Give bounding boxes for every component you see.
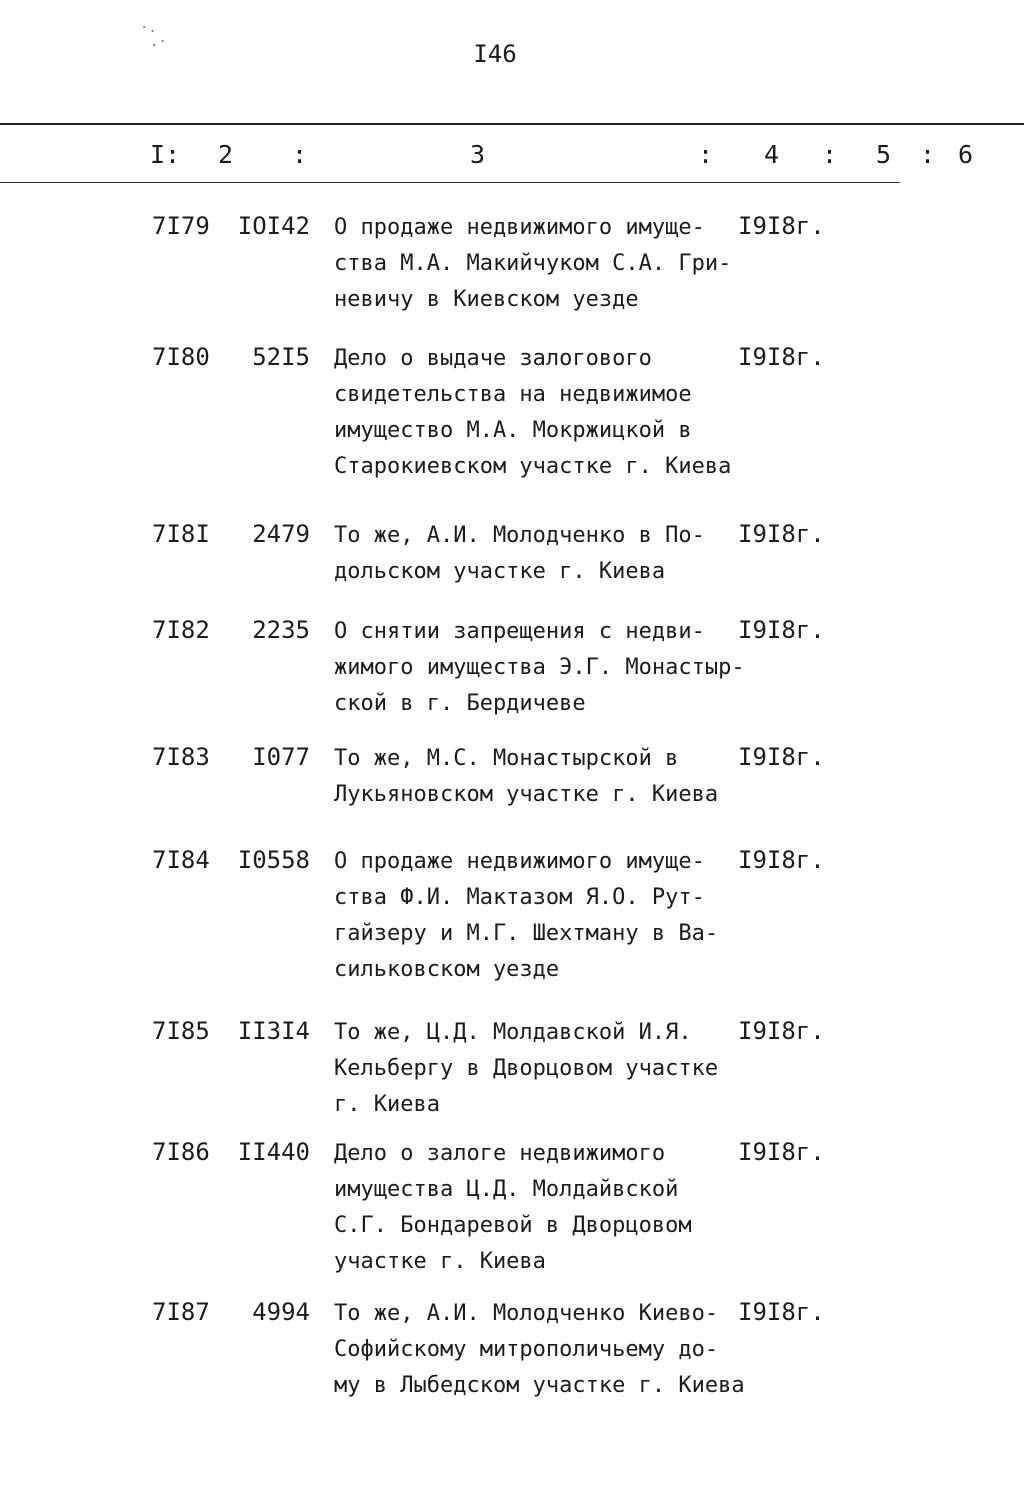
column-separator: : — [920, 140, 936, 169]
page-number: I46 — [473, 40, 517, 68]
entry-description: Дело о выдаче залогового свидетельства на недвижимое имущество М.А. Мокржицкой в Старокиевском участке г. Киева — [334, 346, 732, 479]
column-header-5: 5 — [876, 140, 892, 169]
entry-year: I9I8г. — [738, 212, 825, 240]
entry-year: I9I8г. — [738, 1017, 825, 1045]
entry-year: I9I8г. — [738, 1138, 825, 1166]
entry-description: То же, А.И. Молодченко Киево- Софийскому митрополичьему до- му в Лыбедском участке г. Киева — [334, 1301, 745, 1398]
entry-code: 2479 — [252, 520, 310, 548]
entry-description: О снятии запрещения с недви- жимого имущества Э.Г. Монастыр- ской в г. Бердичеве — [334, 619, 745, 716]
entry-number: 7I82 — [152, 616, 210, 644]
column-separator: : — [698, 140, 714, 169]
table-top-rule — [0, 123, 1024, 125]
entry-number: 7I80 — [152, 343, 210, 371]
entry-number: 7I79 — [152, 212, 210, 240]
column-header-6: 6 — [958, 140, 974, 169]
entry-number: 7I86 — [152, 1138, 210, 1166]
column-header-3: 3 — [470, 140, 486, 169]
column-separator: : — [822, 140, 838, 169]
entry-description: То же, Ц.Д. Молдавской И.Я. Кельбергу в Дворцовом участке г. Киева — [334, 1020, 719, 1117]
entry-code: II3I4 — [237, 1017, 310, 1045]
entry-number: 7I84 — [152, 846, 210, 874]
entry-code: 52I5 — [252, 343, 310, 371]
entry-year: I9I8г. — [738, 743, 825, 771]
entry-year: I9I8г. — [738, 343, 825, 371]
scan-speck: .· — [150, 34, 167, 50]
entry-code: II440 — [237, 1138, 310, 1166]
entry-code: I0558 — [237, 846, 310, 874]
entry-description: То же, А.И. Молодченко в По- дольском участке г. Киева — [334, 523, 705, 584]
entry-number: 7I83 — [152, 743, 210, 771]
entry-description: О продаже недвижимого имуще- ства Ф.И. Мактазом Я.О. Рут- гайзеру и М.Г. Шехтману в Ва- сильковском уезде — [334, 849, 719, 982]
column-header-1: I: — [150, 140, 181, 169]
entry-description: Дело о залоге недвижимого имущества Ц.Д. Молдайвской С.Г. Бондаревой в Дворцовом участке г. Киева — [334, 1141, 692, 1274]
column-header-4: 4 — [764, 140, 780, 169]
entry-number: 7I8I — [152, 520, 210, 548]
entry-year: I9I8г. — [738, 846, 825, 874]
entry-code: IOI42 — [237, 212, 310, 240]
entry-description: О продаже недвижимого имуще- ства М.А. Макийчуком С.А. Гри- невичу в Киевском уезде — [334, 215, 732, 312]
entry-number: 7I85 — [152, 1017, 210, 1045]
entry-year: I9I8г. — [738, 1298, 825, 1326]
column-separator: : — [292, 140, 308, 169]
entry-description: То же, М.С. Монастырской в Лукьяновском участке г. Киева — [334, 746, 719, 807]
entry-code: 2235 — [252, 616, 310, 644]
table-header-rule — [0, 182, 900, 183]
entry-number: 7I87 — [152, 1298, 210, 1326]
scan-speck: ·. — [140, 20, 157, 36]
entry-year: I9I8г. — [738, 616, 825, 644]
column-header-2: 2 — [218, 140, 234, 169]
entry-code: 4994 — [252, 1298, 310, 1326]
entry-code: I077 — [252, 743, 310, 771]
entry-year: I9I8г. — [738, 520, 825, 548]
